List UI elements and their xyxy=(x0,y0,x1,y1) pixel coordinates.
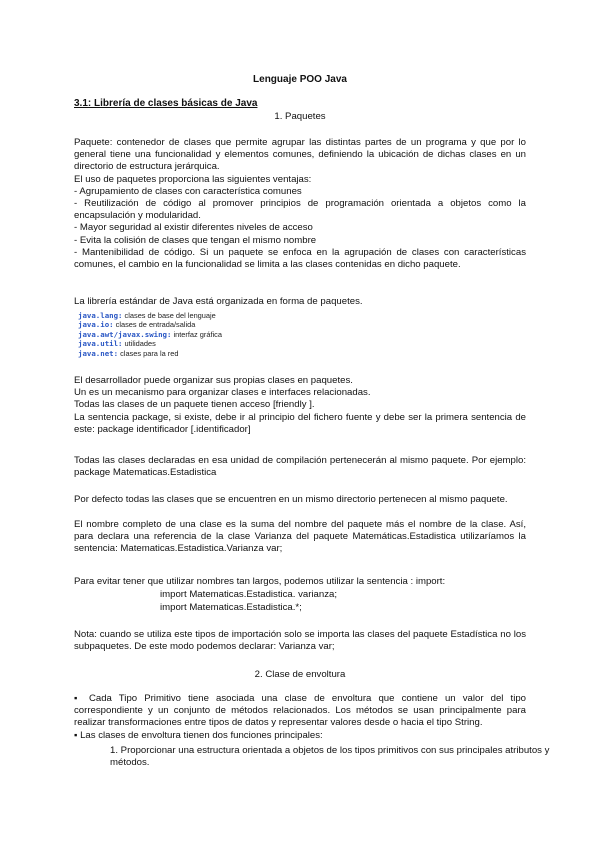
code-package-list xyxy=(74,311,530,358)
paragraph-compilation-unit: Todas las clases declaradas en esa unidad de compilación pertenecerán al mismo paquete. Por ejemplo: package Matematicas.Estadistica xyxy=(74,455,526,479)
package-desc: clases de base del lenguaje xyxy=(122,311,216,320)
advantage-item: - Mantenibilidad de código. Si un paquete se enfoca en la agrupación de clases con características comunes, el cambio en la funcionalidad se limita a las clases contenidas en dicho paquete. xyxy=(74,246,526,271)
paragraph-advantages-intro: El uso de paquetes proporciona las siguientes ventajas: xyxy=(74,173,312,185)
subheading-paquetes: 1. Paquetes xyxy=(274,111,326,122)
package-name: java.awt/javax.swing: xyxy=(78,329,172,339)
code-line xyxy=(78,349,530,358)
advantage-item: - Evita la colisión de clases que tengan el mismo nombre xyxy=(74,234,317,246)
text-line: Un es un mecanismo para organizar clases e interfaces relacionadas. xyxy=(74,387,371,399)
paragraph-default-dir: Por defecto todas las clases que se encuentren en un mismo directorio pertenecen al mismo paquete. xyxy=(74,494,508,505)
code-line xyxy=(78,311,530,320)
package-desc: interfaz gráfica xyxy=(171,329,222,339)
package-name: java.lang: xyxy=(78,311,123,320)
section-title: 3.1: Librería de clases básicas de Java xyxy=(74,98,258,109)
package-desc: clases para la red xyxy=(118,348,179,358)
import-line: import Matematicas.Estadistica. varianza; xyxy=(160,589,338,600)
package-name: java.net: xyxy=(78,348,119,358)
advantage-item: - Mayor seguridad al existir diferentes niveles de acceso xyxy=(74,222,313,234)
package-desc: utilidades xyxy=(122,339,156,349)
paragraph-import: Para evitar tener que utilizar nombres tan largos, podemos utilizar la sentencia : import: xyxy=(74,576,446,587)
advantage-item: - Agrupamiento de clases con característica comunes xyxy=(74,185,302,197)
text-line: Todas las clases de un paquete tienen acceso [friendly ]. xyxy=(74,399,315,411)
advantage-item: - Reutilización de código al promover principios de programación orientada a objetos como la encapsulación y modularidad. xyxy=(74,198,526,222)
paragraph-definition: Paquete: contenedor de clases que permite agrupar las distintas partes de un programa y que por lo general tiene una funcionalidad y elementos comunes, definiendo la ubicación de dichas clases en un directorio de estructura jerárquica. xyxy=(74,137,526,173)
list-item-function-1: 1. Proporcionar una estructura orientada a objetos de los tipos primitivos con sus principales atributos y métodos. xyxy=(110,745,550,769)
package-name: java.util: xyxy=(78,339,123,349)
document-title: Lenguaje POO Java xyxy=(253,74,347,85)
text-line: La sentencia package, si existe, debe ir al principio del fichero fuente y debe ser la primera sentencia de este: package identificador [.identificador] xyxy=(74,411,526,435)
envoltura-section xyxy=(74,693,526,742)
paragraph-library: La librería estándar de Java está organizada en forma de paquetes. xyxy=(74,296,363,307)
package-name: java.io: xyxy=(78,320,114,330)
paragraph-wrapper-functions: ▪ Las clases de envoltura tienen dos funciones principales: xyxy=(74,729,323,741)
package-desc: clases de entrada/salida xyxy=(113,320,196,330)
paragraph-developer xyxy=(74,375,526,436)
paragraph-wrapper-class: ▪ Cada Tipo Primitivo tiene asociada una clase de envoltura que contiene un valor del tipo correspondiente y un conjunto de métodos relacionados. Los métodos se usan principalmente para realizar transformaciones entre tipos de datos y representar valores desde o hacia el tipo String. xyxy=(74,693,526,729)
text-line: El desarrollador puede organizar sus propias clases en paquetes. xyxy=(74,375,353,386)
code-line xyxy=(78,339,530,348)
paragraph-full-name: El nombre completo de una clase es la suma del nombre del paquete más el nombre de la clase. Así, para declara una referencia de la clase Varianza del paquete Matemáticas.Estadistica utilizaríamos la sentencia: Matematicas.Estadistica.Varianza var; xyxy=(74,519,526,555)
paquetes-section xyxy=(74,137,526,271)
paragraph-note: Nota: cuando se utiliza este tipos de importación solo se importa las clases del paquete Estadística no los subpaquetes. De este modo podemos declarar: Varianza var; xyxy=(74,629,526,653)
import-line: import Matematicas.Estadistica.*; xyxy=(160,602,302,613)
code-line xyxy=(78,320,530,329)
subheading-envoltura: 2. Clase de envoltura xyxy=(254,669,346,680)
code-line xyxy=(78,330,530,339)
